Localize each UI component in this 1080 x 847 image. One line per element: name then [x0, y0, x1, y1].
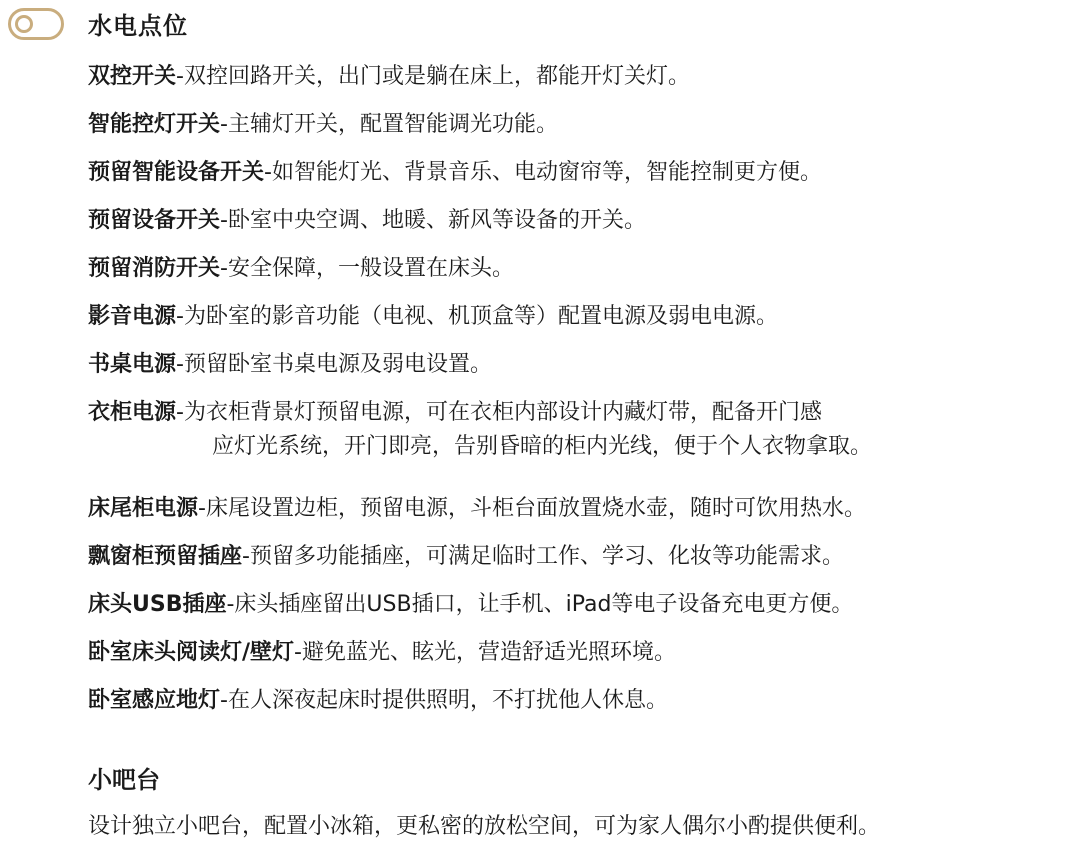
item-desc: -在人深夜起床时提供照明，不打扰他人休息。: [220, 688, 668, 713]
list-item: [88, 108, 1068, 156]
list-item: [88, 396, 1068, 492]
item-term: 预留消防开关: [88, 256, 221, 281]
bar-title: 小吧台: [88, 766, 160, 794]
item-term: 床头USB插座: [88, 592, 227, 617]
item-term: 影音电源: [88, 304, 177, 329]
item-desc: -预留卧室书桌电源及弱电设置。: [176, 352, 492, 377]
item-term: 智能控灯开关: [88, 112, 221, 137]
section-title: 水电点位: [88, 12, 188, 40]
toggle-knob: [15, 15, 33, 33]
list-item: [88, 684, 1068, 732]
item-term: 衣柜电源: [88, 400, 177, 425]
item-term: 床尾柜电源: [88, 496, 199, 521]
item-desc: -为卧室的影音功能（电视、机顶盒等）配置电源及弱电电源。: [176, 304, 778, 329]
list-item: [88, 60, 1068, 108]
item-desc: -主辅灯开关，配置智能调光功能。: [220, 112, 558, 137]
item-term: 预留智能设备开关: [88, 160, 265, 185]
toggle-icon[interactable]: [8, 8, 64, 40]
item-desc: -床头插座留出USB插口，让手机、iPad等电子设备充电更方便。: [226, 592, 854, 617]
item-term: 卧室床头阅读灯/壁灯: [88, 640, 295, 665]
list-item: [88, 636, 1068, 684]
item-desc: -卧室中央空调、地暖、新风等设备的开关。: [220, 208, 646, 233]
item-term: 预留设备开关: [88, 208, 221, 233]
item-term: 卧室感应地灯: [88, 688, 221, 713]
item-desc: -如智能灯光、背景音乐、电动窗帘等，智能控制更方便。: [264, 160, 822, 185]
item-desc: -为衣柜背景灯预留电源，可在衣柜内部设计内藏灯带，配备开门感: [176, 400, 822, 425]
item-desc: -安全保障，一般设置在床头。: [220, 256, 514, 281]
item-term: 书桌电源: [88, 352, 177, 377]
list-item: [88, 252, 1068, 300]
point-list: [88, 60, 1068, 732]
list-item: [88, 204, 1068, 252]
item-desc: -床尾设置边柜，预留电源，斗柜台面放置烧水壶，随时可饮用热水。: [198, 496, 866, 521]
list-item: [88, 540, 1068, 588]
item-term: 飘窗柜预留插座: [88, 544, 243, 569]
section-header: [8, 6, 188, 41]
item-desc: -避免蓝光、眩光，营造舒适光照环境。: [294, 640, 676, 665]
list-item: [88, 156, 1068, 204]
list-item: [88, 348, 1068, 396]
item-term: 双控开关: [88, 64, 177, 89]
item-desc-continued: 应灯光系统，开门即亮，告别昏暗的柜内光线，便于个人衣物拿取。: [212, 434, 873, 459]
item-desc: -双控回路开关，出门或是躺在床上，都能开灯关灯。: [176, 64, 690, 89]
list-item: [88, 300, 1068, 348]
item-desc: -预留多功能插座，可满足临时工作、学习、化妆等功能需求。: [242, 544, 844, 569]
bar-description: 设计独立小吧台，配置小冰箱，更私密的放松空间，可为家人偶尔小酌提供便利。: [88, 814, 881, 839]
list-item: [88, 588, 1068, 636]
list-item: [88, 492, 1068, 540]
